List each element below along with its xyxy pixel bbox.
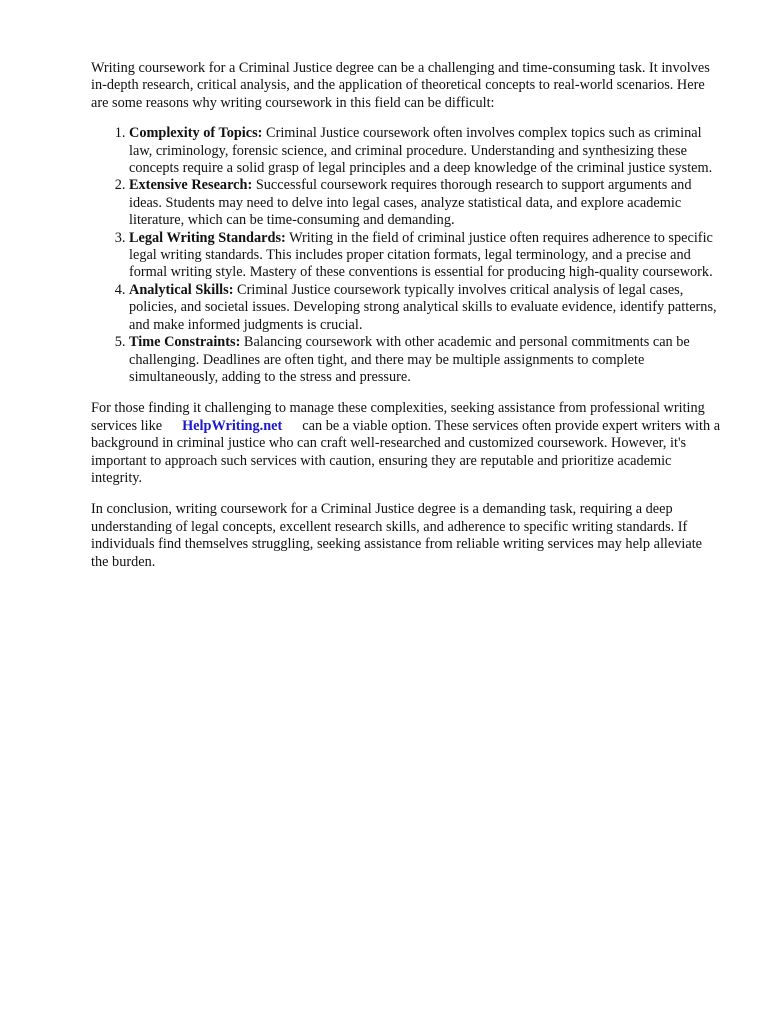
list-item-text: Writing in the field of criminal justice often requires adherence to specific legal writing standards. This includes proper citation formats, legal terminology, and a precise and formal writing style. Mastery of these conventions is essential for producing high-quality coursework. bbox=[129, 229, 713, 281]
list-item bbox=[129, 230, 723, 282]
conclusion-paragraph: In conclusion, writing coursework for a Criminal Justice degree is a demanding task, requiring a deep understanding of legal concepts, excellent research skills, and adherence to specific writing standards. If individuals find themselves struggling, seeking assistance from reliable writing services may help alleviate the burden. bbox=[91, 501, 703, 570]
list-item-text: Criminal Justice coursework typically involves critical analysis of legal cases, policies, and societal issues. Developing strong analytical skills to evaluate evidence, identify patterns, and make informed judgments is crucial. bbox=[129, 281, 717, 333]
helpwriting-link[interactable]: HelpWriting.net bbox=[182, 417, 283, 434]
list-item bbox=[129, 334, 723, 386]
list-item bbox=[129, 177, 723, 229]
list-item bbox=[129, 125, 723, 177]
list-item-term: Analytical Skills: bbox=[129, 281, 234, 298]
list-item-term: Complexity of Topics: bbox=[129, 125, 263, 142]
list-item-term: Legal Writing Standards: bbox=[129, 229, 286, 246]
assistance-paragraph bbox=[91, 400, 723, 487]
list-item-text: Criminal Justice coursework often involves complex topics such as criminal law, criminology, forensic science, and criminal procedure. Understanding and synthesizing these concepts require a solid grasp of legal principles and a deep knowledge of the criminal justice system. bbox=[129, 125, 713, 177]
assistance-text-after: can be a viable option. These services often provide expert writers with a background in criminal justice who can craft well-researched and customized coursework. However, it's important to approach such services with caution, ensuring they are reputable and prioritize academic integrity. bbox=[91, 417, 721, 486]
list-item-term: Time Constraints: bbox=[129, 334, 241, 351]
assistance-text-before: For those finding it challenging to manage these complexities, seeking assistance from professional writing services like bbox=[91, 400, 705, 434]
list-item-text: Balancing coursework with other academic and personal commitments can be challenging. Deadlines are often tight, and there may be multiple assignments to complete simultaneously, adding to the stress and pressure. bbox=[129, 334, 690, 385]
document-page bbox=[91, 60, 723, 571]
reasons-list bbox=[91, 125, 723, 386]
list-item-term: Extensive Research: bbox=[129, 177, 253, 194]
list-item-text: Successful coursework requires thorough research to support arguments and ideas. Students may need to delve into legal cases, analyze statistical data, and explore academic literature, which can be time-consuming and demanding. bbox=[129, 177, 692, 229]
list-item bbox=[129, 282, 723, 334]
intro-paragraph: Writing coursework for a Criminal Justice degree can be a challenging and time-consuming task. It involves in-depth research, critical analysis, and the application of theoretical concepts to real-world scenarios. Here are some reasons why writing coursework in this field can be difficult: bbox=[91, 60, 710, 111]
